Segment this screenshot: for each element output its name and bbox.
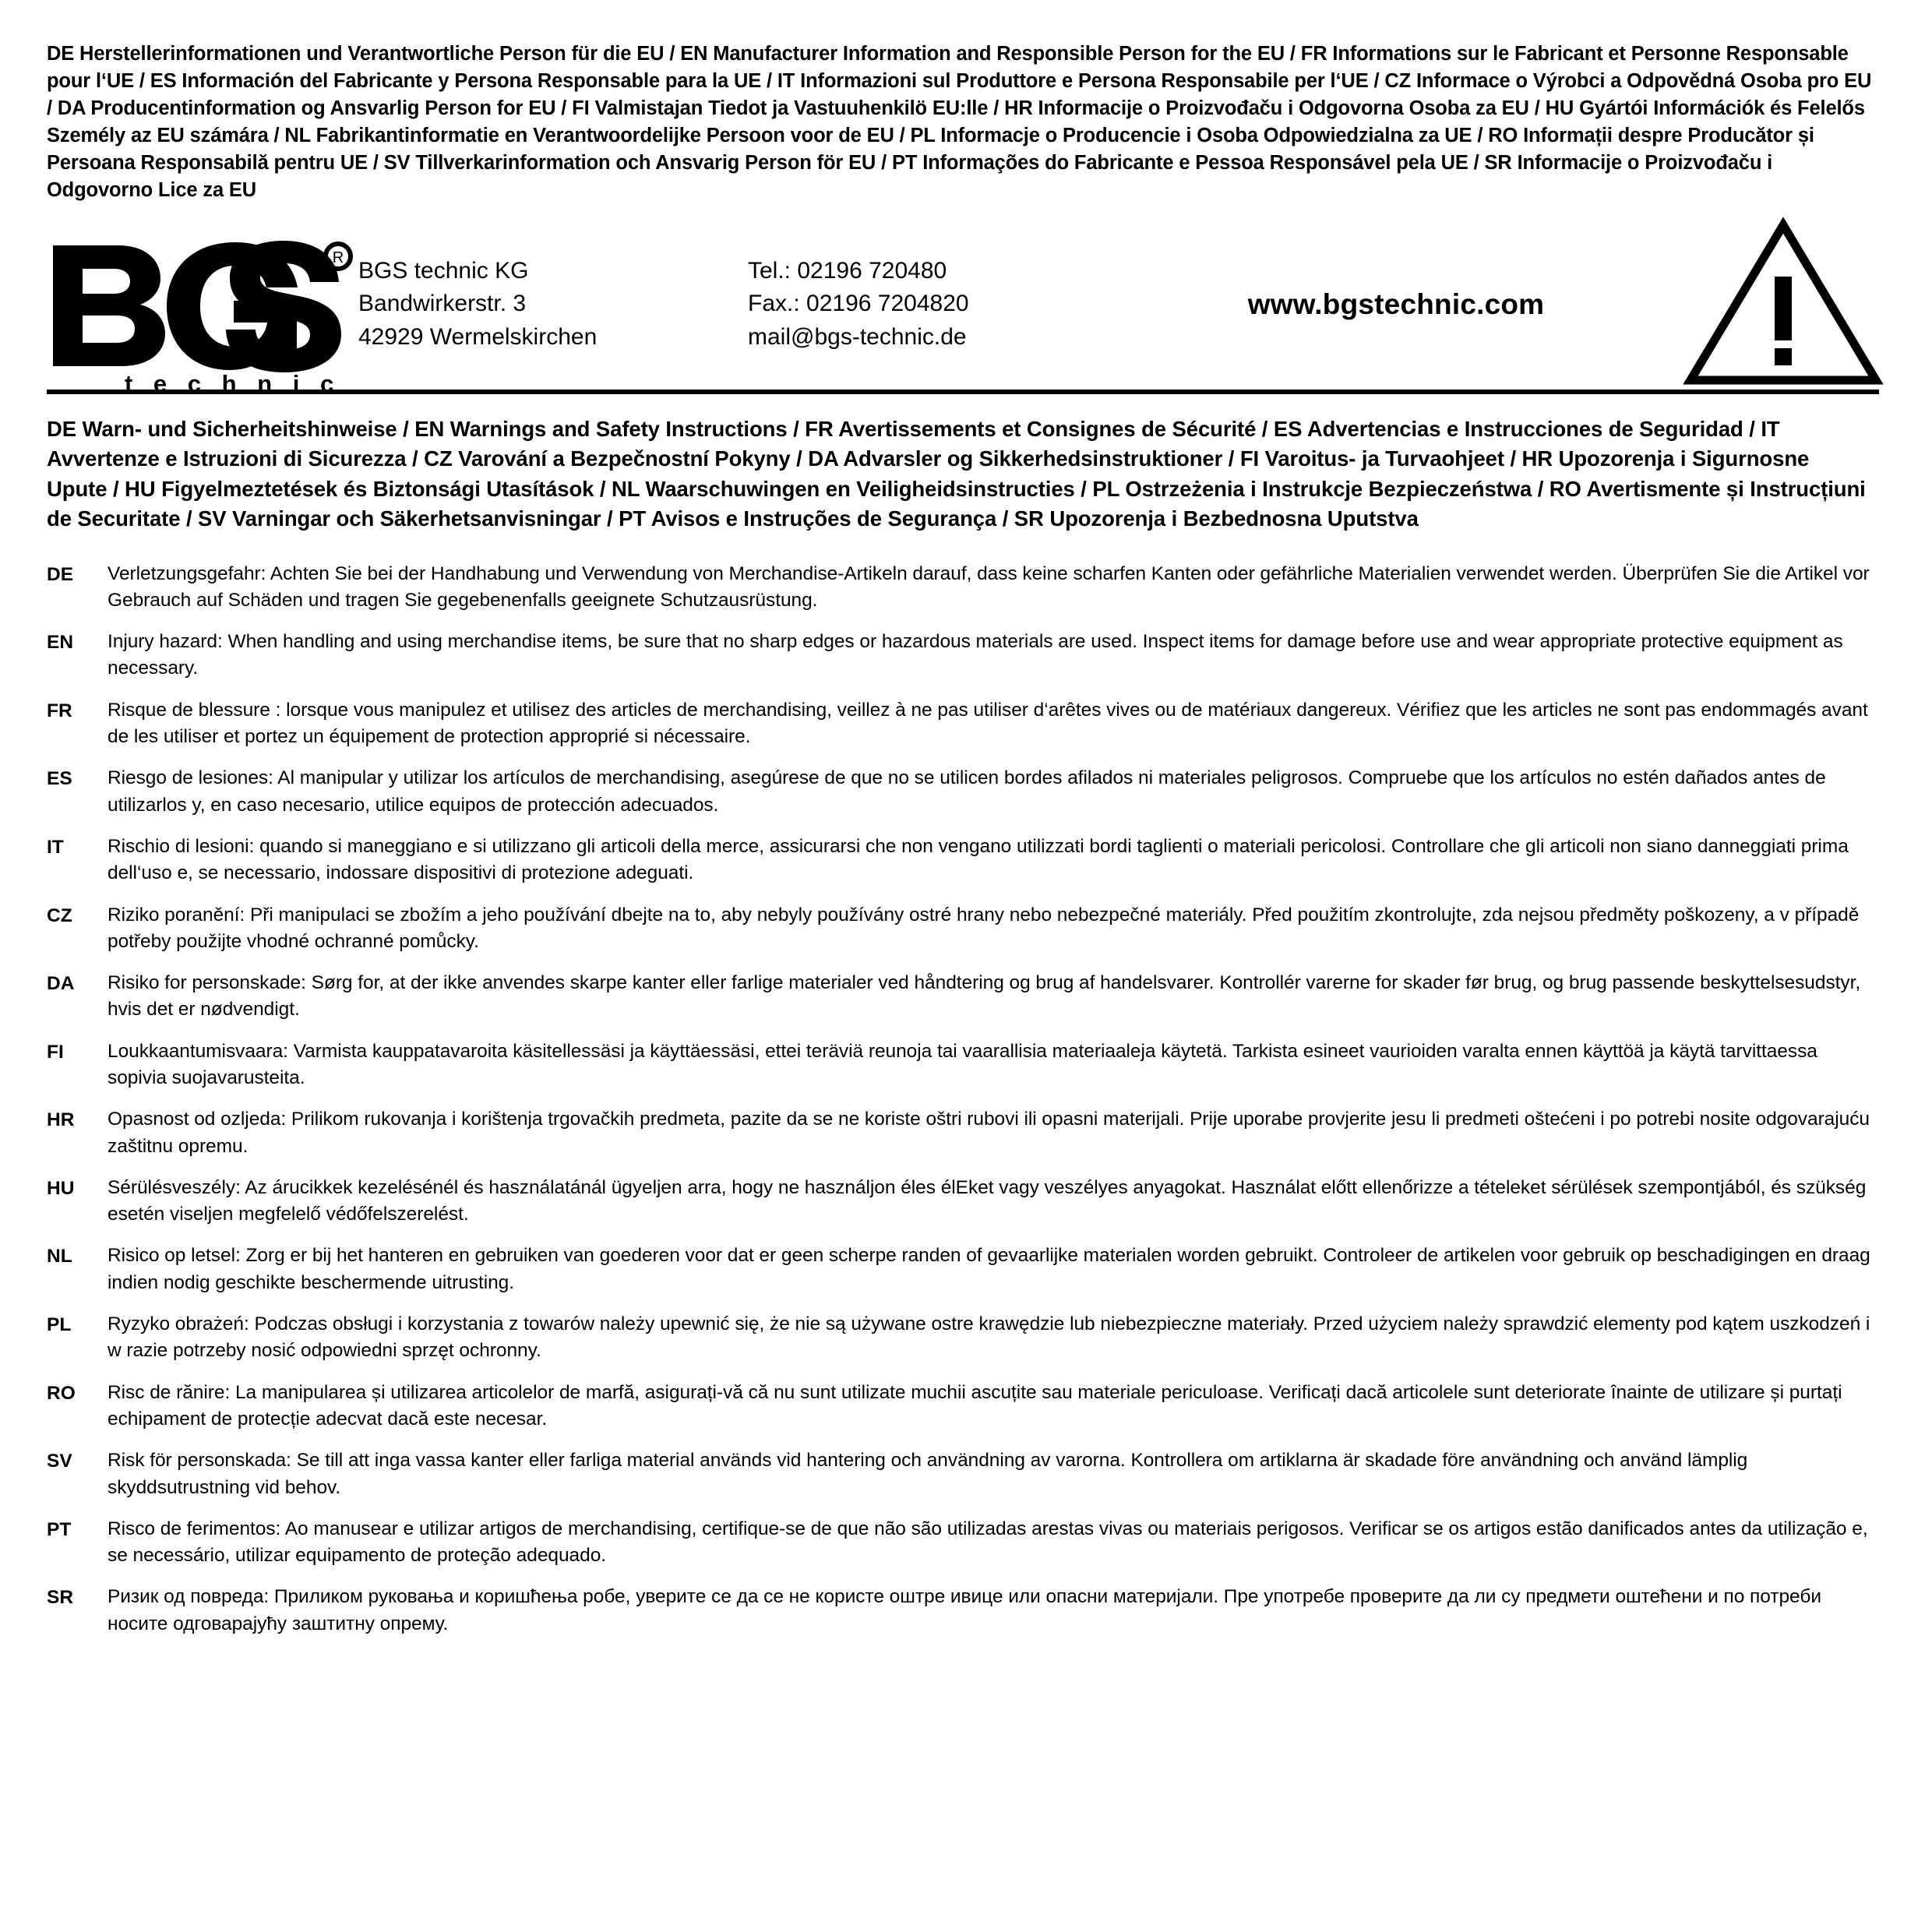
language-text: Risico op letsel: Zorg er bij het hanteren en gebruiken van goederen voor dat er geen scherpe randen of gevaarlijke materialen worden gebruikt. Controleer de artikelen voor gebruik op beschadigingen en draag indien nodig geschikte beschermende uitrusting. xyxy=(108,1245,1870,1293)
language-code: CZ xyxy=(47,904,72,926)
company-website: www.bgstechnic.com xyxy=(1247,287,1545,320)
list-item xyxy=(47,1106,1874,1160)
language-code: DE xyxy=(47,563,74,585)
list-item xyxy=(47,697,1874,751)
list-item xyxy=(47,1175,1874,1229)
language-code: RO xyxy=(47,1382,76,1404)
language-code: IT xyxy=(47,836,64,858)
company-contact xyxy=(748,252,1114,354)
language-code: EN xyxy=(47,632,74,654)
list-item xyxy=(47,970,1874,1024)
language-code: HR xyxy=(47,1109,75,1131)
language-text: Ризик од повреда: Приликом руковања и коришћења робе, уверите се да се не користе оштре ивице или опасни материјали. Пре употребе проверите да ли су предмети оштећени и по потреби носите одговарајућу заштитну опрему. xyxy=(108,1586,1821,1634)
list-item xyxy=(47,1584,1874,1638)
list-item xyxy=(47,629,1874,682)
list-item xyxy=(47,902,1874,956)
list-item xyxy=(47,765,1874,819)
list-item xyxy=(47,1038,1874,1092)
language-code: FI xyxy=(47,1041,64,1063)
list-item xyxy=(47,561,1874,615)
language-text: Ryzyko obrażeń: Podczas obsługi i korzystania z towarów należy upewnić się, że nie są używane ostre krawędzie lub niebezpieczne materiały. Przed użyciem należy sprawdzić elementy pod kątem uszkodzeń i w razie potrzeby nosić odpowiedni sprzęt ochronny. xyxy=(108,1313,1870,1362)
company-address xyxy=(358,252,748,354)
list-item xyxy=(47,1516,1874,1570)
company-city: 42929 Wermelskirchen xyxy=(358,323,598,350)
company-street: Bandwirkerstr. 3 xyxy=(358,291,527,317)
company-name: BGS technic KG xyxy=(358,257,529,284)
language-text: Riziko poranění: Při manipulaci se zbožím a jeho používání dbejte na to, aby nebyly používány ostré hrany nebo nebezpečné materiály. Před použitím zkontrolujte, zda nejsou předměty poškozeny, a v případě potřeby použijte vhodné ochranné pomůcky. xyxy=(108,904,1860,952)
language-text: Verletzungsgefahr: Achten Sie bei der Handhabung und Verwendung von Merchandise-Artikeln darauf, dass keine scharfen Kanten oder gefährliche Materialien verwendet werden. Überprüfen Sie die Artikel vor Gebrauch auf Schäden und tragen Sie gegebenenfalls geeignete Schutzausrüstung. xyxy=(108,562,1870,611)
company-email: mail@bgs-technic.de xyxy=(748,323,967,350)
list-item xyxy=(47,1380,1874,1433)
language-text: Risco de ferimentos: Ao manusear e utilizar artigos de merchandising, certifique-se de que não são utilizadas arestas vivas ou materiais perigosos. Verificar se os artigos estão danificados antes da utilização e, se necessário, utilizar equipamento de proteção adequado. xyxy=(108,1518,1868,1567)
company-fax: Fax.: 02196 7204820 xyxy=(748,291,969,317)
language-paragraph-list xyxy=(41,561,1885,1638)
list-item xyxy=(47,1311,1874,1365)
language-code: FR xyxy=(47,700,72,721)
warnings-safety-heading: DE Warn- und Sicherheitshinweise / EN Warnings and Safety Instructions / FR Avertissements et Consignes de Sécurité / ES Advertencias e Instrucciones de Seguridad / IT Avvertenze e Istruzioni di Sicurezza / CZ Varování a Bezpečnostní Pokyny / DA Advarsler og Sikkerhedsinstruktioner / FI Varoitus- ja Turvaohjeet / HR Upozorenja i Sigurnosne Upute / HU Figyelmeztetések és Biztonsági Utasítások / NL Waarschuwingen en Veiligheidsinstructies / PL Ostrzeżenia i Instrukcje Bezpieczeństwa / RO Avertismente și Instrucțiuni de Securitate / SV Varningar och Säkerhetsanvisningar / PT Avisos e Instruções de Segurança / SR Upozorenja i Bezbednosna Uputstva xyxy=(47,416,1866,531)
list-item xyxy=(47,1447,1874,1501)
svg-text:t e c h n i c: t e c h n i c xyxy=(125,369,341,397)
language-text: Injury hazard: When handling and using merchandise items, be sure that no sharp edges or hazardous materials are used. Inspect items for damage before use and wear appropriate protective equipment as necessary. xyxy=(108,631,1843,679)
language-text: Sérülésveszély: Az árucikkek kezelésénél és használatánál ügyeljen arra, hogy ne használjon éles élEket vagy veszélyes anyagokat. Használat előtt ellenőrizze a tételeket sérülések szempontjából, és szükség esetén viseljen megfelelő védőfelszerelést. xyxy=(108,1176,1867,1225)
language-code: NL xyxy=(47,1246,72,1267)
company-tel: Tel.: 02196 720480 xyxy=(748,257,947,284)
bgs-logo xyxy=(47,234,358,397)
language-text: Loukkaantumisvaara: Varmista kauppatavaroita käsitellessäsi ja käyttäessäsi, ettei teräviä reunoja tai vaarallisia materiaaleja käytetä. Tarkista esineet vaurioiden varalta ennen käyttöä ja käytä tarvittaessa sopivia suojavarusteita. xyxy=(108,1040,1817,1088)
language-code: SV xyxy=(47,1451,72,1472)
language-text: Risc de rănire: La manipularea și utilizarea articolelor de marfă, asigurați-vă că nu sunt utilizate muchii ascuțite sau materiale periculoase. Verificați dacă articolele sunt deteriorate înainte de utilizare și purtați echipament de protecție adecvat dacă este necesar. xyxy=(108,1381,1842,1430)
language-code: HU xyxy=(47,1177,75,1199)
language-code: SR xyxy=(47,1587,74,1609)
warning-triangle-icon xyxy=(1678,219,1885,386)
list-item xyxy=(47,834,1874,887)
language-code: PL xyxy=(47,1314,72,1336)
list-item xyxy=(47,1243,1874,1296)
manufacturer-info-heading: DE Herstellerinformationen und Verantwortliche Person für die EU / EN Manufacturer Information and Responsible Person for the EU / FR Informations sur le Fabricant et Personne Responsable pour l‘UE / ES Información del Fabricante y Persona Responsable para la UE / IT Informazioni sul Produttore e Persona Responsabile per l‘UE / CZ Informace o Výrobci a Odpovědná Osoba pro EU / DA Producentinformation og Ansvarlig Person for EU / FI Valmistajan Tiedot ja Vastuuhenkilö EU:lle / HR Informacije o Proizvođaču i Odgovorna Osoba za EU / HU Gyártói Információk és Felelős Személy az EU számára / NL Fabrikantinformatie en Verantwoordelijke Persoon voor de EU / PL Informacje o Producencie i Osoba Odpowiedzialna za UE / RO Informații despre Producător și Persoana Responsabilă pentru UE / SV Tillverkarinformation och Ansvarig Person för EU / PT Informações do Fabricante e Pessoa Responsável pela UE / SR Informacije o Proizvođaču i Odgovorno Lice za EU xyxy=(47,43,1872,201)
company-info-block xyxy=(41,221,1885,397)
language-text: Riesgo de lesiones: Al manipular y utilizar los artículos de merchandising, asegúrese de que no se utilicen bordes afilados ni materiales peligrosos. Compruebe que los artículos no estén dañados antes de utilizarlos y, en caso necesario, utilice equipos de protección adecuados. xyxy=(108,767,1826,816)
language-code: PT xyxy=(47,1518,72,1540)
language-text: Opasnost od ozljeda: Prilikom rukovanja i korištenja trgovačkih predmeta, pazite da se ne koriste oštri rubovi ili opasni materijali. Prije uporabe provjerite jesu li predmeti oštećeni i po potrebi nosite odgovarajuću zaštitnu opremu. xyxy=(108,1109,1870,1157)
language-text: Risiko for personskade: Sørg for, at der ikke anvendes skarpe kanter eller farlige materialer ved håndtering og brug af handelsvarer. Kontrollér varerne for skader før brug, og brug passende beskyttelsesudstyr, hvis det er nødvendigt. xyxy=(108,972,1861,1021)
language-code: ES xyxy=(47,768,72,790)
svg-text:R: R xyxy=(332,249,344,266)
language-code: DA xyxy=(47,973,75,995)
language-text: Rischio di lesioni: quando si maneggiano e si utilizzano gli articoli della merce, assicurarsi che non vengano utilizzati bordi taglienti o materiali pericolosi. Controllare che gli articoli non siano danneggiati prima dell‘uso e, se necessario, indossare dispositivi di protezione adeguati. xyxy=(108,835,1849,884)
language-text: Risque de blessure : lorsque vous manipulez et utilisez des articles de merchandising, veillez à ne pas utiliser d‘arêtes vives ou de matériaux dangereux. Vérifiez que les articles ne sont pas endommagés avant de les utiliser et portez un équipement de protection approprié si nécessaire. xyxy=(108,699,1868,748)
language-text: Risk för personskada: Se till att inga vassa kanter eller farliga material används vid hantering och användning av varorna. Kontrollera om artiklarna är skadade före användning och använd lämplig skyddsutrustning vid behov. xyxy=(108,1450,1748,1498)
